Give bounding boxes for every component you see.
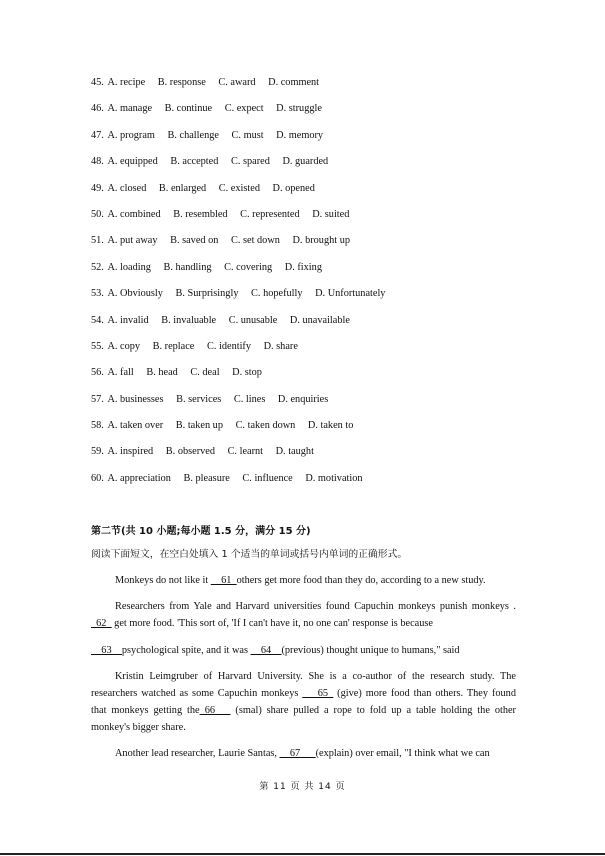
question-number: 53. bbox=[91, 288, 104, 300]
option-a: A. Obviously bbox=[107, 288, 163, 300]
answer-options-list bbox=[91, 76, 531, 498]
option-c: C. award bbox=[218, 77, 256, 88]
option-c: C. learnt bbox=[227, 446, 264, 458]
option-b: B. continue bbox=[164, 103, 213, 115]
option-d: D. stop bbox=[232, 367, 262, 379]
option-c: C. taken down bbox=[235, 420, 296, 432]
option-row bbox=[91, 340, 531, 366]
blank-65: ___65_ bbox=[302, 688, 334, 699]
option-c: C. set down bbox=[231, 235, 280, 247]
option-a: A. manage bbox=[107, 103, 153, 115]
option-a: A. inspired bbox=[107, 446, 154, 458]
option-d: D. suited bbox=[312, 208, 350, 220]
question-number: 49. bbox=[91, 182, 104, 194]
option-c: C. spared bbox=[230, 156, 270, 168]
question-number: 47. bbox=[91, 129, 104, 141]
option-b: B. challenge bbox=[167, 129, 219, 141]
blank-67: __67___ bbox=[279, 748, 316, 759]
option-a: A. equipped bbox=[107, 156, 158, 168]
blank-62: _62_ bbox=[91, 618, 112, 629]
question-number: 52. bbox=[91, 261, 104, 273]
option-a: A. put away bbox=[107, 235, 158, 247]
option-d: D. fixing bbox=[284, 261, 322, 273]
option-a: A. copy bbox=[107, 340, 141, 352]
passage-paragraph-1: Monkeys do not like it __61_others get more food than they do, according to a new study. bbox=[115, 575, 486, 586]
option-b: B. resembled bbox=[173, 208, 228, 220]
option-d: D. comment bbox=[268, 77, 320, 88]
option-row bbox=[91, 182, 531, 208]
option-b: B. invaluable bbox=[161, 314, 217, 326]
option-c: C. must bbox=[231, 129, 264, 141]
option-a: A. invalid bbox=[107, 314, 149, 326]
question-number: 48. bbox=[91, 156, 104, 168]
question-number: 51. bbox=[91, 235, 104, 247]
option-c: C. hopefully bbox=[251, 288, 303, 300]
option-d: D. taken to bbox=[307, 420, 354, 432]
option-d: D. guarded bbox=[282, 156, 329, 168]
option-d: D. enquiries bbox=[277, 393, 329, 405]
option-c: C. deal bbox=[190, 367, 220, 379]
option-b: B. enlarged bbox=[158, 182, 207, 194]
option-b: B. replace bbox=[152, 340, 195, 352]
option-row bbox=[91, 155, 531, 181]
option-row bbox=[91, 314, 531, 340]
option-row bbox=[91, 472, 531, 498]
blank-64: __64__ bbox=[250, 645, 282, 656]
option-d: D. unavailable bbox=[289, 314, 350, 326]
page-number: 第 11 页 共 14 页 bbox=[259, 782, 346, 792]
option-a: A. closed bbox=[107, 182, 147, 194]
option-b: B. saved on bbox=[170, 235, 219, 247]
option-d: D. brought up bbox=[292, 235, 350, 247]
option-d: D. Unfortunately bbox=[315, 288, 386, 300]
option-c: C. covering bbox=[224, 261, 273, 273]
option-b: B. observed bbox=[165, 446, 215, 458]
option-b: B. accepted bbox=[170, 156, 219, 168]
option-row bbox=[91, 76, 531, 102]
option-row bbox=[91, 445, 531, 471]
option-b: B. services bbox=[176, 393, 222, 405]
option-d: D. taught bbox=[275, 446, 314, 458]
option-row bbox=[91, 261, 531, 287]
option-row bbox=[91, 393, 531, 419]
section-two bbox=[91, 522, 516, 771]
option-a: A. program bbox=[107, 129, 155, 141]
question-number: 60. bbox=[91, 472, 104, 484]
passage-paragraph-3: __63__psychological spite, and it was __64__(previous) thought unique to humans," said bbox=[91, 645, 460, 656]
option-row bbox=[91, 102, 531, 128]
option-b: B. Surprisingly bbox=[175, 288, 239, 300]
option-a: A. appreciation bbox=[107, 472, 171, 484]
question-number: 59. bbox=[91, 446, 104, 458]
question-number: 56. bbox=[91, 367, 104, 379]
option-a: A. fall bbox=[107, 367, 134, 379]
option-d: D. struggle bbox=[276, 103, 322, 115]
option-b: B. head bbox=[146, 367, 178, 379]
option-row bbox=[91, 208, 531, 234]
option-row bbox=[91, 234, 531, 260]
option-d: D. opened bbox=[272, 182, 315, 194]
option-a: A. businesses bbox=[107, 393, 164, 405]
question-number: 54. bbox=[91, 314, 104, 326]
option-row bbox=[91, 366, 531, 392]
option-row bbox=[91, 129, 531, 155]
option-c: C. existed bbox=[218, 182, 260, 194]
option-c: C. identify bbox=[206, 340, 252, 352]
passage-paragraph-4: Kristin Leimgruber of Harvard University. She is a co-author of the research study. The researchers watched as some Capuchin monkeys ___65_ (give) more food than others. They found that monkeys getting the_66___ (smal) share pulled a rope to fold up a table holding the other monkey's bigger share. bbox=[91, 671, 516, 733]
option-row bbox=[91, 287, 531, 313]
question-number: 45. bbox=[91, 77, 104, 88]
passage-paragraph-5: Another lead researcher, Laurie Santas, __67___(explain) over email, "I think what we can bbox=[115, 748, 490, 759]
option-d: D. memory bbox=[276, 129, 324, 141]
question-number: 46. bbox=[91, 103, 104, 115]
option-c: C. represented bbox=[240, 208, 300, 220]
option-d: D. share bbox=[263, 340, 298, 352]
option-b: B. response bbox=[157, 77, 206, 88]
section-title: 第二节(共 10 小题;每小题 1.5 分，满分 15 分) bbox=[91, 526, 311, 537]
option-b: B. pleasure bbox=[183, 472, 230, 484]
question-number: 55. bbox=[91, 340, 104, 352]
blank-66: _66___ bbox=[199, 705, 231, 716]
option-c: C. expect bbox=[224, 103, 264, 115]
option-d: D. motivation bbox=[305, 472, 363, 484]
option-row bbox=[91, 419, 531, 445]
option-c: C. influence bbox=[242, 472, 293, 484]
blank-63: __63__ bbox=[91, 645, 122, 656]
option-b: B. handling bbox=[163, 261, 212, 273]
option-a: A. taken over bbox=[107, 420, 164, 432]
passage-paragraph-2: Researchers from Yale and Harvard universities found Capuchin monkeys punish monkeys . _62_ get more food. 'This sort of, 'If I can't have it, no one can' response is because bbox=[91, 601, 516, 629]
blank-61: __61_ bbox=[210, 575, 237, 586]
question-number: 57. bbox=[91, 393, 104, 405]
option-a: A. combined bbox=[107, 208, 161, 220]
option-a: A. loading bbox=[107, 261, 151, 273]
question-number: 58. bbox=[91, 420, 104, 432]
option-b: B. taken up bbox=[175, 420, 223, 432]
section-instruction: 阅读下面短文，在空白处填入 1 个适当的单词或括号内单词的正确形式。 bbox=[91, 549, 408, 560]
option-a: A. recipe bbox=[107, 77, 146, 88]
bottom-divider bbox=[0, 853, 605, 855]
question-number: 50. bbox=[91, 208, 104, 220]
option-c: C. lines bbox=[233, 393, 266, 405]
option-c: C. unusable bbox=[228, 314, 278, 326]
